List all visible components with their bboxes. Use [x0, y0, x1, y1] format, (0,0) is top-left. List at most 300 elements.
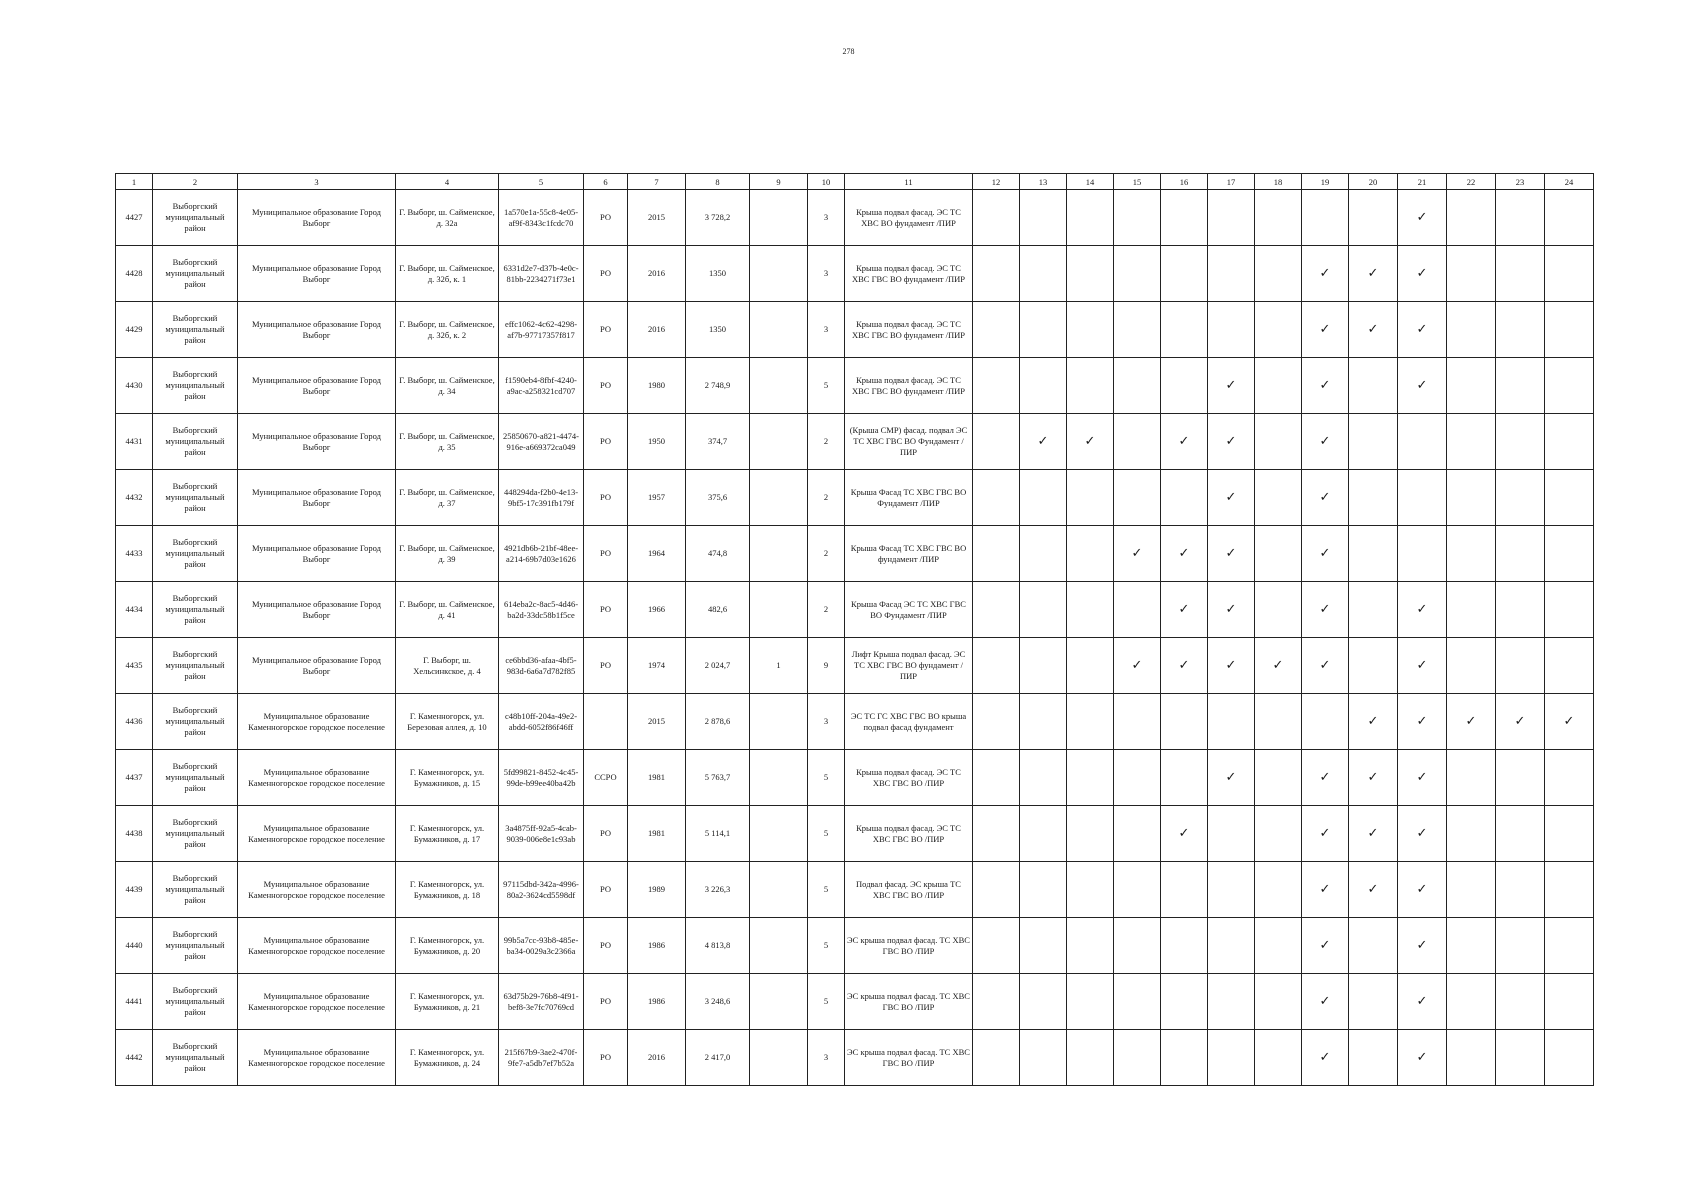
row-number: 4431 — [116, 414, 153, 470]
address-cell: Г. Выборг, ш. Сайменское, д. 32б, к. 1 — [396, 246, 499, 302]
col9-cell: 1 — [750, 638, 808, 694]
check-mark-icon: ✓ — [1416, 1050, 1428, 1065]
work-col-21-cell — [1398, 246, 1447, 302]
work-col-20-cell — [1349, 582, 1398, 638]
work-col-22-cell — [1447, 750, 1496, 806]
district-cell: Выборгский муниципальный район — [153, 750, 238, 806]
work-col-12-cell — [973, 358, 1020, 414]
table-row — [116, 806, 1594, 862]
col9-cell — [750, 190, 808, 246]
municipality-cell: Муниципальное образование Каменногорское городское поселение — [238, 1030, 396, 1086]
district-cell: Выборгский муниципальный район — [153, 582, 238, 638]
work-col-17-cell — [1208, 862, 1255, 918]
work-col-16-cell — [1161, 526, 1208, 582]
work-col-23-cell — [1496, 246, 1545, 302]
check-mark-icon: ✓ — [1416, 658, 1428, 673]
work-col-22-cell — [1447, 638, 1496, 694]
work-col-20-cell — [1349, 974, 1398, 1030]
check-mark-icon: ✓ — [1225, 770, 1237, 785]
work-col-13-cell — [1020, 862, 1067, 918]
row-number: 4438 — [116, 806, 153, 862]
work-col-14-cell — [1067, 190, 1114, 246]
area-cell: 1350 — [686, 302, 750, 358]
work-col-15-cell — [1114, 582, 1161, 638]
row-number: 4430 — [116, 358, 153, 414]
check-mark-icon: ✓ — [1367, 714, 1379, 729]
check-mark-icon: ✓ — [1319, 378, 1331, 393]
row-number: 4432 — [116, 470, 153, 526]
col9-cell — [750, 1030, 808, 1086]
work-col-20-cell — [1349, 694, 1398, 750]
work-col-19-cell — [1302, 358, 1349, 414]
work-col-12-cell — [973, 526, 1020, 582]
row-number: 4440 — [116, 918, 153, 974]
row-number: 4441 — [116, 974, 153, 1030]
work-col-18-cell — [1255, 694, 1302, 750]
work-col-19-cell — [1302, 638, 1349, 694]
table-row — [116, 190, 1594, 246]
works-cell: Крыша подвал фасад. ЭС ТС ХВС ВО фундамент /ПИР — [845, 190, 973, 246]
district-cell: Выборгский муниципальный район — [153, 862, 238, 918]
work-col-13-cell — [1020, 470, 1067, 526]
column-header-2: 2 — [153, 174, 238, 190]
col10-cell: 2 — [808, 414, 845, 470]
work-col-15-cell — [1114, 806, 1161, 862]
column-header-11: 11 — [845, 174, 973, 190]
check-mark-icon: ✓ — [1367, 882, 1379, 897]
check-mark-icon: ✓ — [1319, 322, 1331, 337]
column-header-17: 17 — [1208, 174, 1255, 190]
building-code-cell: 215f67b9-3ae2-470f-9fe7-a5db7ef7b52a — [499, 1030, 584, 1086]
col10-cell: 3 — [808, 302, 845, 358]
work-col-19-cell — [1302, 918, 1349, 974]
col9-cell — [750, 582, 808, 638]
building-code-cell: 6331d2e7-d37b-4e0c-81bb-2234271f73e1 — [499, 246, 584, 302]
table-row — [116, 750, 1594, 806]
year-cell: 2015 — [628, 694, 686, 750]
work-col-18-cell — [1255, 750, 1302, 806]
work-col-19-cell — [1302, 750, 1349, 806]
col9-cell — [750, 358, 808, 414]
table-row — [116, 302, 1594, 358]
row-number: 4435 — [116, 638, 153, 694]
district-cell: Выборгский муниципальный район — [153, 918, 238, 974]
municipality-cell: Муниципальное образование Город Выборг — [238, 638, 396, 694]
work-col-23-cell — [1496, 526, 1545, 582]
work-col-19-cell — [1302, 974, 1349, 1030]
check-mark-icon: ✓ — [1319, 658, 1331, 673]
work-col-15-cell — [1114, 750, 1161, 806]
column-header-1: 1 — [116, 174, 153, 190]
work-col-20-cell — [1349, 918, 1398, 974]
column-header-12: 12 — [973, 174, 1020, 190]
table-row — [116, 1030, 1594, 1086]
work-col-24-cell — [1545, 358, 1594, 414]
work-col-13-cell — [1020, 302, 1067, 358]
row-number: 4442 — [116, 1030, 153, 1086]
work-col-19-cell — [1302, 302, 1349, 358]
year-cell: 1974 — [628, 638, 686, 694]
work-col-21-cell — [1398, 358, 1447, 414]
work-col-24-cell — [1545, 918, 1594, 974]
work-col-12-cell — [973, 246, 1020, 302]
work-col-19-cell — [1302, 694, 1349, 750]
work-col-17-cell — [1208, 358, 1255, 414]
work-col-16-cell — [1161, 862, 1208, 918]
work-col-19-cell — [1302, 1030, 1349, 1086]
table-row — [116, 358, 1594, 414]
work-col-22-cell — [1447, 974, 1496, 1030]
work-col-23-cell — [1496, 582, 1545, 638]
work-col-17-cell — [1208, 806, 1255, 862]
work-col-21-cell — [1398, 470, 1447, 526]
work-col-18-cell — [1255, 358, 1302, 414]
check-mark-icon: ✓ — [1225, 490, 1237, 505]
work-col-15-cell — [1114, 638, 1161, 694]
work-col-20-cell — [1349, 638, 1398, 694]
work-col-18-cell — [1255, 302, 1302, 358]
check-mark-icon: ✓ — [1514, 714, 1526, 729]
work-col-17-cell — [1208, 246, 1255, 302]
work-col-21-cell — [1398, 750, 1447, 806]
column-header-14: 14 — [1067, 174, 1114, 190]
column-header-8: 8 — [686, 174, 750, 190]
column-header-23: 23 — [1496, 174, 1545, 190]
column-header-19: 19 — [1302, 174, 1349, 190]
work-col-13-cell — [1020, 414, 1067, 470]
municipality-cell: Муниципальное образование Город Выборг — [238, 470, 396, 526]
work-col-17-cell — [1208, 470, 1255, 526]
check-mark-icon: ✓ — [1319, 882, 1331, 897]
work-col-23-cell — [1496, 358, 1545, 414]
work-col-23-cell — [1496, 862, 1545, 918]
work-col-23-cell — [1496, 974, 1545, 1030]
work-col-24-cell — [1545, 190, 1594, 246]
works-cell: Крыша подвал фасад. ЭС ТС ХВС ГВС ВО /ПИР — [845, 806, 973, 862]
work-col-24-cell — [1545, 470, 1594, 526]
works-cell: Крыша подвал фасад. ЭС ТС ХВС ГВС ВО фундамент /ПИР — [845, 302, 973, 358]
building-code-cell: 3a4875ff-92a5-4cab-9039-006e8e1c93ab — [499, 806, 584, 862]
municipality-cell: Муниципальное образование Город Выборг — [238, 414, 396, 470]
column-header-3: 3 — [238, 174, 396, 190]
work-col-16-cell — [1161, 302, 1208, 358]
col9-cell — [750, 750, 808, 806]
check-mark-icon: ✓ — [1416, 714, 1428, 729]
area-cell: 5 114,1 — [686, 806, 750, 862]
col9-cell — [750, 806, 808, 862]
building-code-cell: 5fd99821-8452-4c45-99de-b99ee40ba42b — [499, 750, 584, 806]
check-mark-icon: ✓ — [1367, 770, 1379, 785]
table-row — [116, 638, 1594, 694]
work-col-15-cell — [1114, 918, 1161, 974]
district-cell: Выборгский муниципальный район — [153, 974, 238, 1030]
year-cell: 1986 — [628, 974, 686, 1030]
work-col-15-cell — [1114, 862, 1161, 918]
work-col-24-cell — [1545, 862, 1594, 918]
ro-cell — [584, 694, 628, 750]
work-col-23-cell — [1496, 1030, 1545, 1086]
work-col-23-cell — [1496, 694, 1545, 750]
municipality-cell: Муниципальное образование Город Выборг — [238, 358, 396, 414]
check-mark-icon: ✓ — [1416, 882, 1428, 897]
work-col-18-cell — [1255, 190, 1302, 246]
work-col-24-cell — [1545, 694, 1594, 750]
check-mark-icon: ✓ — [1319, 994, 1331, 1009]
work-col-15-cell — [1114, 414, 1161, 470]
area-cell: 5 763,7 — [686, 750, 750, 806]
work-col-14-cell — [1067, 582, 1114, 638]
work-col-12-cell — [973, 190, 1020, 246]
building-code-cell: 25850670-a821-4474-916e-a669372ca049 — [499, 414, 584, 470]
work-col-23-cell — [1496, 638, 1545, 694]
table-row — [116, 526, 1594, 582]
row-number: 4439 — [116, 862, 153, 918]
column-header-9: 9 — [750, 174, 808, 190]
work-col-21-cell — [1398, 1030, 1447, 1086]
year-cell: 2016 — [628, 302, 686, 358]
municipality-cell: Муниципальное образование Город Выборг — [238, 582, 396, 638]
col9-cell — [750, 974, 808, 1030]
work-col-14-cell — [1067, 918, 1114, 974]
work-col-22-cell — [1447, 862, 1496, 918]
work-col-13-cell — [1020, 526, 1067, 582]
municipality-cell: Муниципальное образование Каменногорское городское поселение — [238, 974, 396, 1030]
district-cell: Выборгский муниципальный район — [153, 470, 238, 526]
check-mark-icon: ✓ — [1037, 434, 1049, 449]
area-cell: 374,7 — [686, 414, 750, 470]
work-col-16-cell — [1161, 638, 1208, 694]
address-cell: Г. Выборг, ш. Сайменское, д. 35 — [396, 414, 499, 470]
building-code-cell: 614eba2c-8ac5-4d46-ba2d-33dc58b1f5ce — [499, 582, 584, 638]
work-col-23-cell — [1496, 302, 1545, 358]
year-cell: 2016 — [628, 246, 686, 302]
address-cell: Г. Каменногорск, ул. Бумажников, д. 18 — [396, 862, 499, 918]
work-col-13-cell — [1020, 582, 1067, 638]
check-mark-icon: ✓ — [1225, 434, 1237, 449]
work-col-20-cell — [1349, 190, 1398, 246]
work-col-12-cell — [973, 750, 1020, 806]
row-number: 4433 — [116, 526, 153, 582]
works-cell: Подвал фасад. ЭС крыша ТС ХВС ГВС ВО /ПИР — [845, 862, 973, 918]
work-col-18-cell — [1255, 918, 1302, 974]
year-cell: 1989 — [628, 862, 686, 918]
work-col-20-cell — [1349, 1030, 1398, 1086]
work-col-15-cell — [1114, 470, 1161, 526]
work-col-24-cell — [1545, 750, 1594, 806]
work-col-18-cell — [1255, 862, 1302, 918]
col10-cell: 5 — [808, 974, 845, 1030]
work-col-22-cell — [1447, 1030, 1496, 1086]
work-col-16-cell — [1161, 358, 1208, 414]
column-header-20: 20 — [1349, 174, 1398, 190]
building-code-cell: 97115dbd-342a-4996-80a2-3624cd5598df — [499, 862, 584, 918]
ro-cell: РО — [584, 1030, 628, 1086]
work-col-14-cell — [1067, 358, 1114, 414]
col10-cell: 2 — [808, 526, 845, 582]
address-cell: Г. Выборг, ш. Сайменское, д. 32а — [396, 190, 499, 246]
check-mark-icon: ✓ — [1319, 938, 1331, 953]
col10-cell: 5 — [808, 918, 845, 974]
work-col-13-cell — [1020, 750, 1067, 806]
table-row — [116, 694, 1594, 750]
municipality-cell: Муниципальное образование Город Выборг — [238, 526, 396, 582]
work-col-16-cell — [1161, 1030, 1208, 1086]
check-mark-icon: ✓ — [1225, 546, 1237, 561]
check-mark-icon: ✓ — [1178, 826, 1190, 841]
work-col-22-cell — [1447, 694, 1496, 750]
year-cell: 1966 — [628, 582, 686, 638]
work-col-24-cell — [1545, 526, 1594, 582]
building-code-cell: c48b10ff-204a-49e2-abdd-6052f86f46ff — [499, 694, 584, 750]
check-mark-icon: ✓ — [1084, 434, 1096, 449]
col9-cell — [750, 862, 808, 918]
district-cell: Выборгский муниципальный район — [153, 694, 238, 750]
work-col-12-cell — [973, 694, 1020, 750]
column-number-row — [116, 174, 1594, 190]
col10-cell: 5 — [808, 806, 845, 862]
work-col-12-cell — [973, 638, 1020, 694]
work-col-15-cell — [1114, 190, 1161, 246]
row-number: 4434 — [116, 582, 153, 638]
work-col-22-cell — [1447, 190, 1496, 246]
check-mark-icon: ✓ — [1131, 658, 1143, 673]
work-col-17-cell — [1208, 638, 1255, 694]
area-cell: 375,6 — [686, 470, 750, 526]
works-cell: Крыша Фасад ТС ХВС ГВС ВО фундамент /ПИР — [845, 526, 973, 582]
work-col-24-cell — [1545, 246, 1594, 302]
work-col-22-cell — [1447, 470, 1496, 526]
ro-cell: РО — [584, 246, 628, 302]
area-cell: 2 748,9 — [686, 358, 750, 414]
works-cell: (Крыша СМР) фасад. подвал ЭС ТС ХВС ГВС ВО Фундамент /ПИР — [845, 414, 973, 470]
work-col-22-cell — [1447, 246, 1496, 302]
row-number: 4436 — [116, 694, 153, 750]
check-mark-icon: ✓ — [1416, 994, 1428, 1009]
work-col-24-cell — [1545, 414, 1594, 470]
work-col-18-cell — [1255, 974, 1302, 1030]
district-cell: Выборгский муниципальный район — [153, 302, 238, 358]
municipality-cell: Муниципальное образование Каменногорское городское поселение — [238, 806, 396, 862]
work-col-21-cell — [1398, 918, 1447, 974]
address-cell: Г. Каменногорск, ул. Бумажников, д. 21 — [396, 974, 499, 1030]
ro-cell: ССРО — [584, 750, 628, 806]
area-cell: 4 813,8 — [686, 918, 750, 974]
check-mark-icon: ✓ — [1367, 826, 1379, 841]
check-mark-icon: ✓ — [1563, 714, 1575, 729]
work-col-13-cell — [1020, 918, 1067, 974]
work-col-14-cell — [1067, 694, 1114, 750]
table-row — [116, 414, 1594, 470]
building-code-cell: 4921db6b-21bf-48ee-a214-69b7d03e1626 — [499, 526, 584, 582]
check-mark-icon: ✓ — [1319, 602, 1331, 617]
column-header-22: 22 — [1447, 174, 1496, 190]
check-mark-icon: ✓ — [1416, 602, 1428, 617]
work-col-22-cell — [1447, 302, 1496, 358]
work-col-14-cell — [1067, 246, 1114, 302]
work-col-12-cell — [973, 1030, 1020, 1086]
address-cell: Г. Каменногорск, ул. Березовая аллея, д. 10 — [396, 694, 499, 750]
ro-cell: РО — [584, 302, 628, 358]
row-number: 4437 — [116, 750, 153, 806]
work-col-23-cell — [1496, 470, 1545, 526]
work-col-21-cell — [1398, 974, 1447, 1030]
check-mark-icon: ✓ — [1272, 658, 1284, 673]
col9-cell — [750, 470, 808, 526]
work-col-24-cell — [1545, 974, 1594, 1030]
municipality-cell: Муниципальное образование Каменногорское городское поселение — [238, 694, 396, 750]
column-header-18: 18 — [1255, 174, 1302, 190]
work-col-16-cell — [1161, 414, 1208, 470]
work-col-14-cell — [1067, 302, 1114, 358]
year-cell: 1957 — [628, 470, 686, 526]
work-col-13-cell — [1020, 190, 1067, 246]
work-col-23-cell — [1496, 806, 1545, 862]
ro-cell: РО — [584, 806, 628, 862]
work-col-19-cell — [1302, 414, 1349, 470]
row-number: 4427 — [116, 190, 153, 246]
col10-cell: 3 — [808, 1030, 845, 1086]
works-cell: Крыша Фасад ТС ХВС ГВС ВО Фундамент /ПИР — [845, 470, 973, 526]
check-mark-icon: ✓ — [1416, 378, 1428, 393]
table-row — [116, 862, 1594, 918]
district-cell: Выборгский муниципальный район — [153, 358, 238, 414]
ro-cell: РО — [584, 526, 628, 582]
work-col-23-cell — [1496, 190, 1545, 246]
col9-cell — [750, 918, 808, 974]
row-number: 4429 — [116, 302, 153, 358]
municipality-cell: Муниципальное образование Каменногорское городское поселение — [238, 750, 396, 806]
district-cell: Выборгский муниципальный район — [153, 190, 238, 246]
ro-cell: РО — [584, 974, 628, 1030]
work-col-15-cell — [1114, 526, 1161, 582]
year-cell: 1981 — [628, 806, 686, 862]
col10-cell: 3 — [808, 246, 845, 302]
work-col-23-cell — [1496, 414, 1545, 470]
work-col-16-cell — [1161, 470, 1208, 526]
area-cell: 2 024,7 — [686, 638, 750, 694]
work-col-21-cell — [1398, 862, 1447, 918]
work-col-21-cell — [1398, 302, 1447, 358]
check-mark-icon: ✓ — [1131, 546, 1143, 561]
work-col-13-cell — [1020, 638, 1067, 694]
area-cell: 3 226,3 — [686, 862, 750, 918]
column-header-10: 10 — [808, 174, 845, 190]
work-col-14-cell — [1067, 526, 1114, 582]
year-cell: 1980 — [628, 358, 686, 414]
work-col-12-cell — [973, 974, 1020, 1030]
work-col-13-cell — [1020, 974, 1067, 1030]
work-col-12-cell — [973, 806, 1020, 862]
table-row — [116, 974, 1594, 1030]
check-mark-icon: ✓ — [1225, 658, 1237, 673]
work-col-19-cell — [1302, 862, 1349, 918]
work-col-14-cell — [1067, 1030, 1114, 1086]
work-col-14-cell — [1067, 974, 1114, 1030]
table-body — [116, 190, 1594, 1086]
check-mark-icon: ✓ — [1319, 434, 1331, 449]
work-col-12-cell — [973, 302, 1020, 358]
building-code-cell: effc1062-4c62-4298-af7b-97717357f817 — [499, 302, 584, 358]
work-col-17-cell — [1208, 414, 1255, 470]
column-header-6: 6 — [584, 174, 628, 190]
building-code-cell: ce6bbd36-afaa-4bf5-983d-6a6a7d782f85 — [499, 638, 584, 694]
area-cell: 482,6 — [686, 582, 750, 638]
col9-cell — [750, 694, 808, 750]
work-col-14-cell — [1067, 638, 1114, 694]
work-col-20-cell — [1349, 862, 1398, 918]
area-cell: 2 417,0 — [686, 1030, 750, 1086]
district-cell: Выборгский муниципальный район — [153, 1030, 238, 1086]
